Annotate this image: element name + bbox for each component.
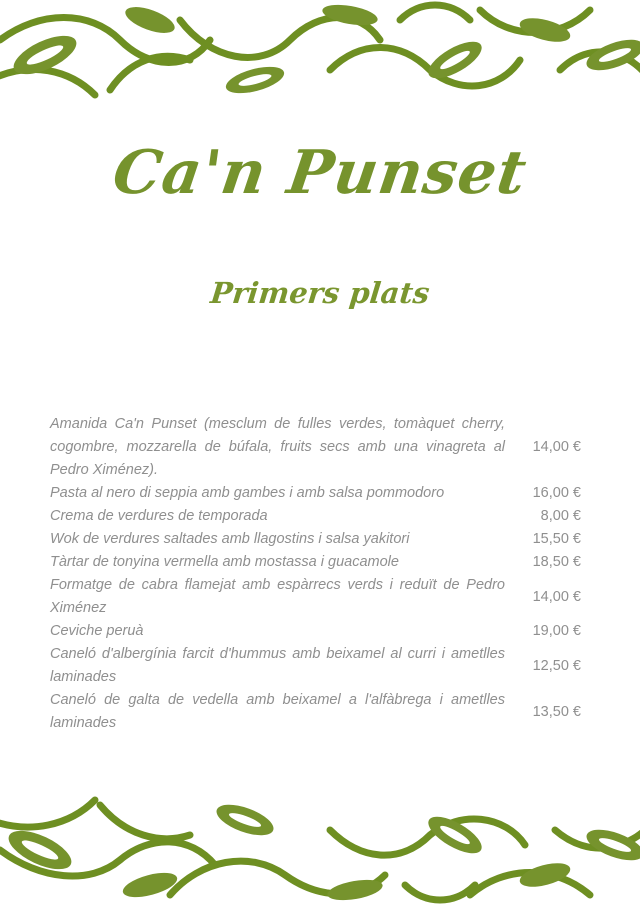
dish-name: Amanida Ca'n Punset (mesclum de fulles verdes, tomàquet cherry, cogombre, mozzarella de búfala, fruits secs amb una vinagreta al Pedro Ximénez). xyxy=(50,416,505,478)
dish-name: Formatge de cabra flamejat amb espàrrecs verds i reduït de Pedro Ximénez xyxy=(50,577,505,616)
dish-price: 15,50 € xyxy=(532,531,581,547)
bottom-leaf-decoration xyxy=(0,790,640,905)
dish-price: 12,50 € xyxy=(532,657,581,674)
dish-name: Pasta al nero di seppia amb gambes i amb salsa pommodoro xyxy=(50,485,445,501)
dish-name: Wok de verdures saltades amb llagostins i salsa yakitori xyxy=(50,531,410,547)
top-leaf-decoration xyxy=(0,0,640,110)
menu-item xyxy=(50,574,585,620)
dish-name: Ceviche peruà xyxy=(50,623,144,639)
dish-price: 18,50 € xyxy=(532,554,581,570)
section-title: Primers plats xyxy=(208,276,432,310)
dish-price: 14,00 € xyxy=(532,588,581,605)
leaf-swirl-icon xyxy=(0,0,640,110)
dish-name: Caneló de galta de vedella amb beixamel a l'alfàbrega i ametlles laminades xyxy=(50,692,505,731)
dish-price: 19,00 € xyxy=(532,623,581,639)
menu-list xyxy=(50,413,585,735)
dish-price: 8,00 € xyxy=(540,508,581,524)
menu-item xyxy=(50,551,585,574)
menu-item xyxy=(50,643,585,689)
menu-item xyxy=(50,413,585,482)
menu-item xyxy=(50,620,585,643)
dish-price: 13,50 € xyxy=(532,703,581,720)
dish-name: Tàrtar de tonyina vermella amb mostassa i guacamole xyxy=(50,554,399,570)
menu-item xyxy=(50,482,585,505)
menu-item xyxy=(50,505,585,528)
dish-name: Caneló d'albergínia farcit d'hummus amb beixamel al curri i ametlles laminades xyxy=(50,646,505,685)
dish-price: 16,00 € xyxy=(532,485,581,501)
restaurant-name: Ca'n Punset xyxy=(108,138,532,208)
dish-price: 14,00 € xyxy=(532,439,581,455)
menu-item xyxy=(50,689,585,735)
dish-name: Crema de verdures de temporada xyxy=(50,508,268,524)
menu-item xyxy=(50,528,585,551)
leaf-swirl-icon xyxy=(0,790,640,905)
